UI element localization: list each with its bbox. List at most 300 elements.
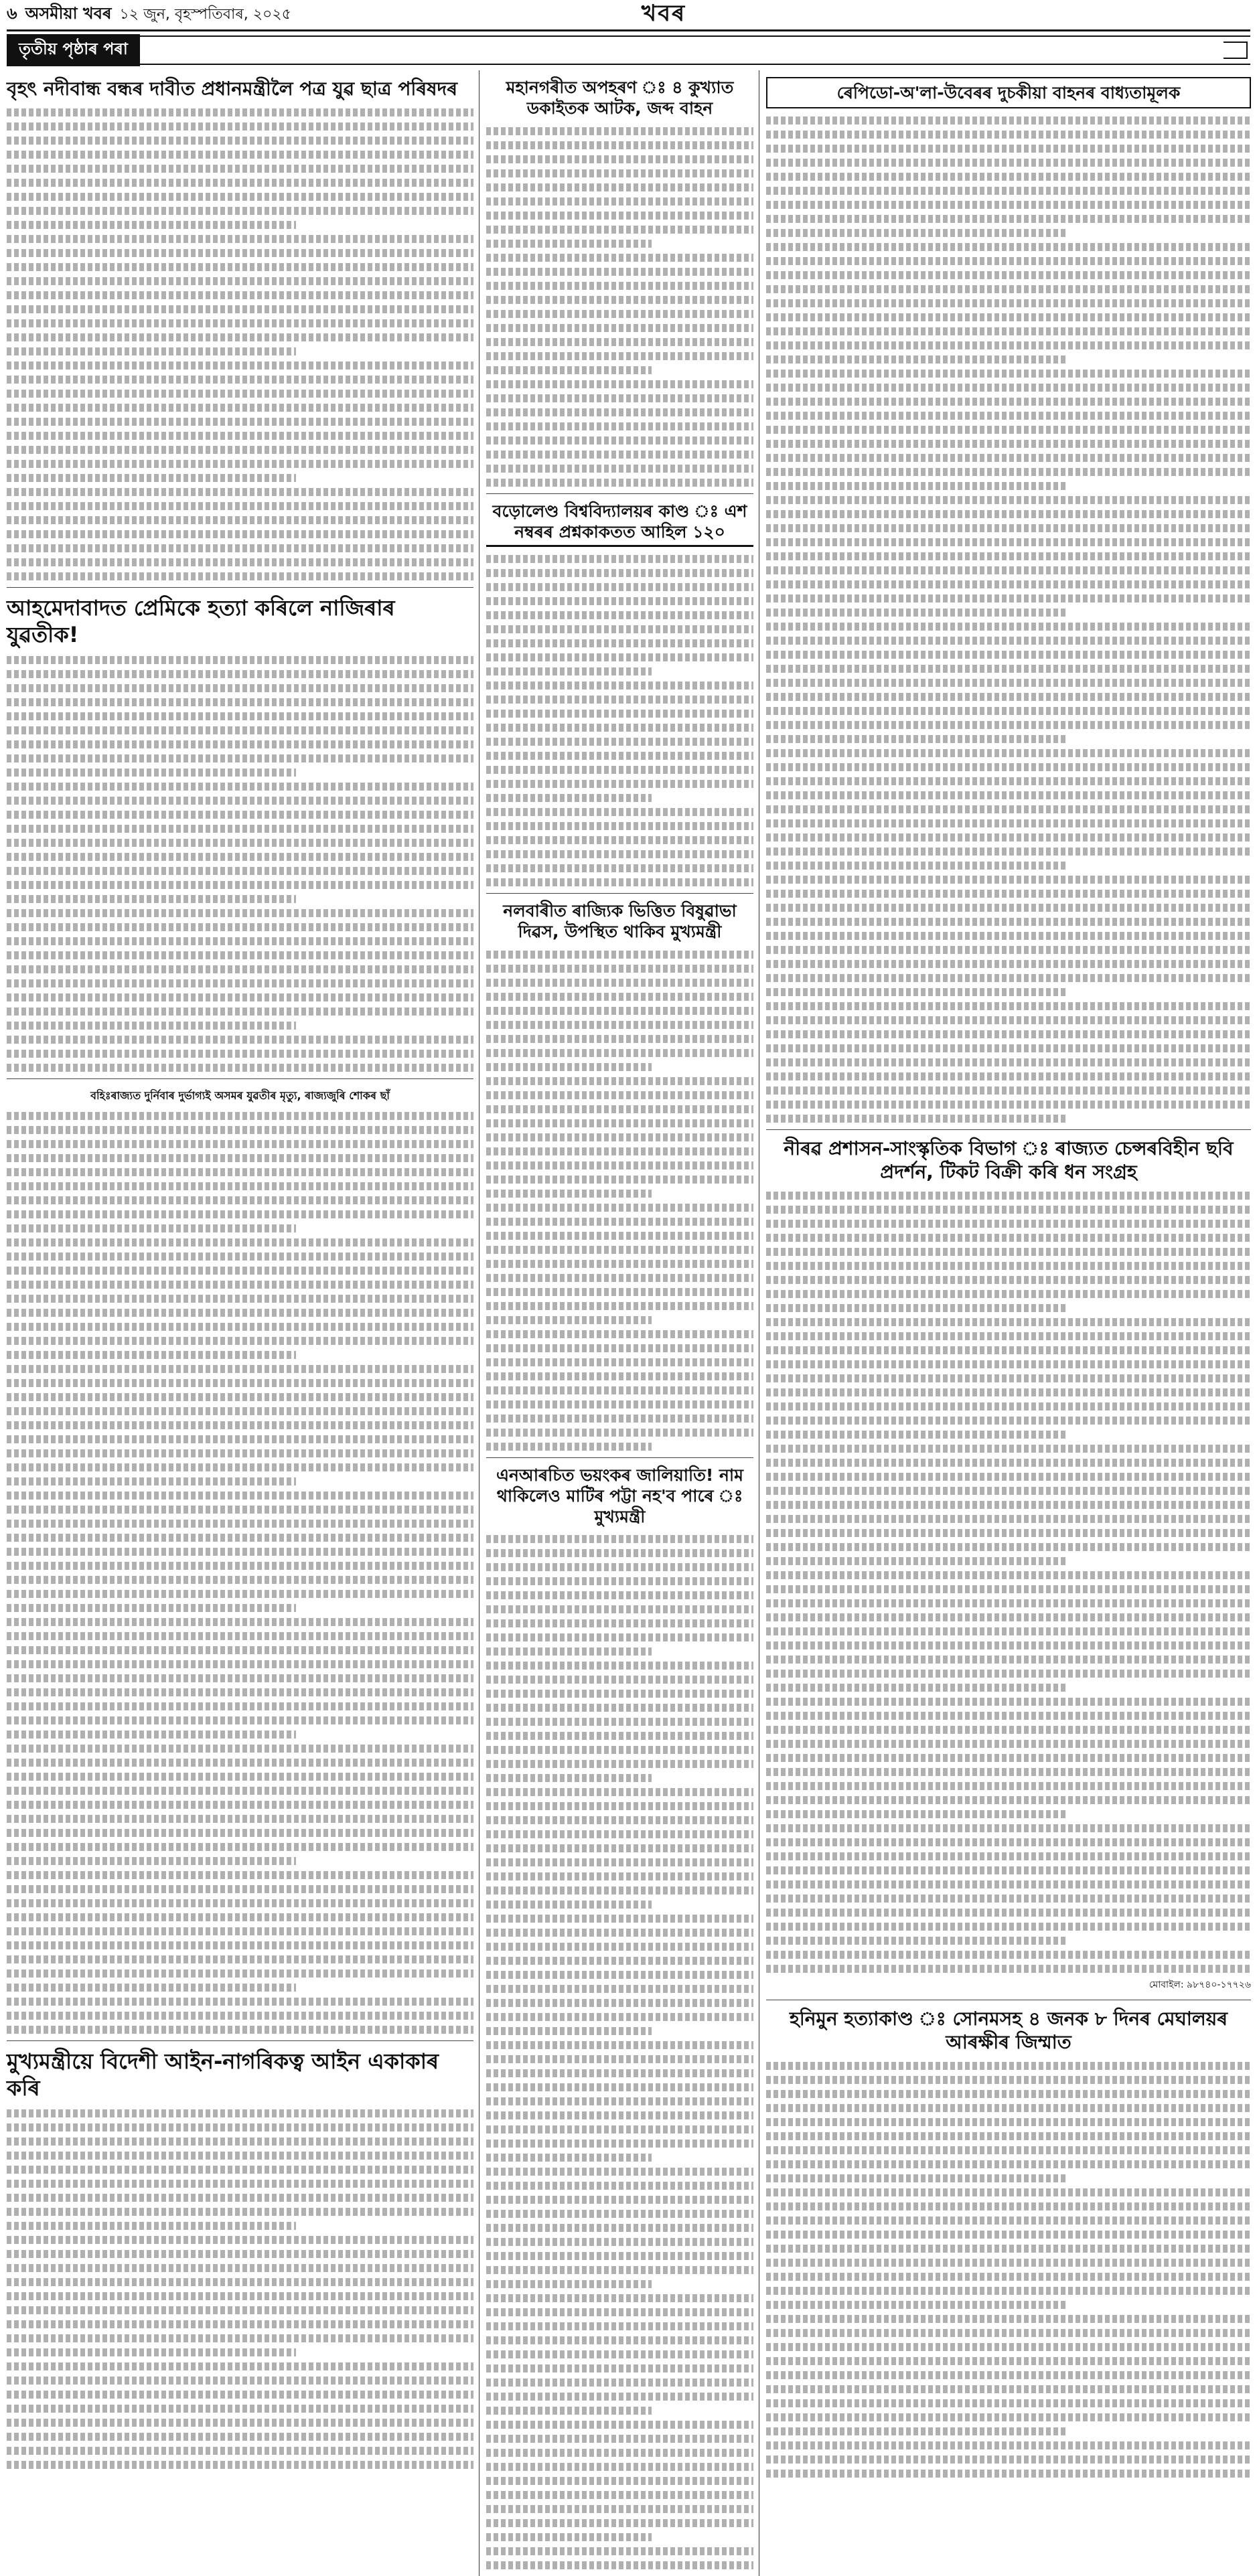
text-line [7,993,473,1001]
text-line [766,1086,1251,1095]
text-line [7,1351,296,1359]
text-line [486,2266,753,2274]
text-line [486,451,753,459]
text-line [766,721,1251,729]
article-body [766,1189,1251,1973]
text-line [7,277,473,285]
text-line [486,2111,753,2119]
text-line [766,609,1067,617]
text-line [486,2407,652,2415]
text-line [486,310,753,318]
text-line [486,2561,753,2569]
text-line [7,1927,473,1935]
text-line [7,2250,473,2258]
article [766,70,1251,1130]
text-line [7,895,296,903]
text-line [766,299,1251,307]
text-line [7,1604,296,1612]
text-line [766,538,1251,546]
text-line [486,1816,753,1824]
text-line [766,2329,1251,2337]
text-line [486,226,753,234]
text-line [486,1830,753,1838]
text-line [7,853,473,861]
text-line [486,878,753,886]
text-line [486,2041,753,2049]
text-line [766,580,1251,588]
text-line [7,839,473,847]
text-line [766,1909,1251,1917]
text-line [7,1913,473,1921]
text-line [486,1302,753,1310]
text-line [7,2419,473,2427]
text-line [766,1388,1251,1396]
text-line [766,2357,1251,2365]
text-line [486,1985,753,1993]
text-line [7,2208,473,2216]
text-line [7,2166,473,2174]
text-line [766,2259,1251,2267]
text-line [766,960,1251,968]
text-line [486,822,753,830]
text-line [7,1787,473,1795]
text-line [7,221,296,229]
text-line [486,850,753,858]
text-line [766,1838,1251,1846]
text-line [486,696,753,704]
text-line [7,937,473,945]
text-line [486,2083,753,2091]
text-line [766,440,1251,448]
masthead-title: খবৰ [642,0,686,34]
contact-byline: মোবাইল: ৯৮৭৪০-১৭৭২৬ [766,1977,1251,1993]
text-line [766,819,1251,827]
text-line [766,988,1067,996]
text-line [7,2362,473,2370]
article-headline: হনিমুন হত্যাকাণ্ড ঃ সোনমসহ ৪ জনক ৮ দিনৰ মেঘালয়ৰ আৰক্ষীৰ জিম্মাত [766,2007,1251,2054]
text-line [7,1196,473,1204]
text-line [486,2533,652,2541]
text-line [766,1754,1251,1762]
text-line [766,159,1251,167]
text-line [486,1077,753,1085]
text-line [766,2287,1251,2295]
text-line [7,811,473,819]
text-line [766,552,1251,560]
text-line [766,2202,1251,2210]
text-line [486,1535,753,1543]
article [766,1130,1251,2000]
text-line [766,355,1067,364]
text-line [766,2160,1251,2168]
text-line [766,1044,1251,1052]
article-headline: মহানগৰীত অপহৰণ ঃ ৪ কুখ্যাত ডকাইতক আটক, জব্দ বাহন [486,77,753,119]
text-line [766,1346,1251,1354]
text-line [7,193,473,201]
text-line [486,338,753,346]
text-line [7,1955,473,1963]
text-line [7,740,473,748]
text-line [486,2252,753,2260]
text-line [766,1895,1251,1903]
text-line [766,1712,1251,1720]
article [7,588,473,1079]
text-line [766,932,1251,940]
text-line [766,1670,1251,1678]
text-line [766,1058,1251,1066]
text-line [486,1007,753,1015]
text-line [486,808,753,816]
text-line [486,1049,753,1057]
article-headline: নীৰৱ প্ৰশাসন-সাংস্কৃতিক বিভাগ ঃ ৰাজ্যত চেন্সৰবিহীন ছবি প্ৰদৰ্শন, টিকট বিক্ৰী কৰি ধন সংগ্ৰহ [766,1137,1251,1184]
text-line [766,2245,1251,2253]
text-line [7,1548,473,1556]
text-line [766,1220,1251,1228]
text-line [766,693,1251,701]
text-line [7,1435,473,1443]
text-line [766,1782,1251,1790]
article-body [486,1532,753,2569]
text-line [7,235,473,243]
text-line [486,1549,753,1557]
text-line [7,1688,473,1696]
text-line [766,2273,1251,2281]
text-line [486,2322,753,2330]
text-line [486,1358,753,1366]
text-line [7,783,473,791]
text-line [486,2055,753,2063]
article-body [486,552,753,886]
text-line [7,376,473,384]
text-line [766,1557,1067,1565]
text-line [7,1022,296,1030]
text-line [766,2413,1251,2421]
text-line [766,426,1251,434]
text-line [486,240,652,248]
text-line [486,268,753,276]
masthead-left [7,1,291,28]
article-body [7,1109,473,2034]
text-line [486,724,753,732]
text-line [486,836,753,844]
text-line [7,1168,473,1176]
text-line [7,123,473,131]
article [486,894,753,1458]
text-line [766,2301,1067,2309]
text-line [7,1323,473,1331]
text-line [766,412,1251,420]
text-line [766,1923,1251,1931]
text-line [766,791,1251,799]
text-line [766,2090,1251,2098]
article-body [766,2059,1251,2478]
text-line [766,1030,1251,1038]
text-line [486,766,753,774]
text-line [7,446,473,454]
text-line [486,2379,753,2387]
text-line [766,1002,1251,1010]
text-line [486,2547,753,2555]
text-line [486,993,753,1001]
text-line [486,1204,753,1212]
text-line [7,2334,473,2342]
text-line [766,1206,1251,1214]
text-line [766,468,1251,476]
text-line [7,1618,473,1626]
text-line [7,2194,473,2202]
text-line [7,1492,473,1500]
article-columns [7,70,1250,1918]
text-line [486,1788,753,1796]
text-line [7,1036,473,1044]
text-line [766,1318,1251,1326]
article-headline: এনআৰচিত ভয়ংকৰ জালিয়াতি! নাম থাকিলেও মাটিৰ পট্টা নহ'ব পাৰে ঃ মুখ্যমন্ত্ৰী [486,1465,753,1528]
text-line [7,1421,473,1429]
text-line [766,1656,1251,1664]
article-headline: মুখ্যমন্ত্ৰীয়ে বিদেশী আইন-নাগৰিকত্ব আইন একাকাৰ কৰি [7,2048,473,2101]
text-line [766,848,1251,856]
text-line [766,1768,1251,1776]
text-line [486,479,753,487]
text-line [486,1218,753,1226]
text-line [7,1112,473,1120]
text-line [766,2427,1067,2435]
right-column [766,70,1251,2576]
text-line [486,1035,753,1043]
text-line [7,1773,473,1781]
text-line [486,380,753,388]
text-line [486,1344,753,1352]
text-line [7,1008,473,1016]
text-line [7,305,473,313]
text-line [7,1393,473,1401]
text-line [7,347,296,355]
text-line [766,2231,1251,2239]
text-line [486,1718,753,1726]
text-line [7,1674,473,1682]
text-line [7,1590,473,1598]
text-line [7,2292,473,2300]
text-line [486,2280,652,2288]
text-line [766,2456,1251,2464]
text-line [7,1857,296,1865]
text-line [486,1915,753,1923]
article-body [7,2107,473,2469]
text-line [7,502,473,510]
text-line [486,794,652,802]
text-line [7,1449,473,1457]
text-line [486,1246,753,1254]
text-line [7,1730,296,1739]
text-line [7,1379,473,1387]
text-line [486,2505,753,2513]
text-line [7,333,473,341]
text-line [486,1147,753,1155]
text-line [486,653,753,661]
text-line [766,637,1251,645]
text-line [7,1154,473,1162]
text-line [486,155,753,163]
text-line [7,1885,473,1893]
text-line [486,1690,753,1698]
text-line [7,1576,473,1584]
text-line [486,1021,753,1029]
issue-date: ১২ জুন, বৃহস্পতিবাৰ, ২০২৫ [120,3,291,27]
text-line [7,2278,473,2286]
text-line [486,1330,753,1338]
text-line [766,1627,1251,1635]
text-line [486,965,753,973]
text-line [7,263,473,271]
text-line [486,1563,753,1571]
text-line [7,1267,473,1275]
text-line [766,2104,1251,2112]
text-line [766,918,1251,926]
text-line [766,2132,1251,2140]
text-line [486,2519,753,2527]
text-line [766,904,1251,912]
text-line [766,651,1251,659]
text-line [766,749,1251,757]
text-line [486,352,753,360]
text-line [7,151,473,159]
text-line [7,1801,473,1809]
text-line [7,1281,473,1289]
text-line [766,890,1251,898]
text-line [766,1740,1251,1748]
text-line [486,583,753,591]
text-line [486,324,753,332]
text-line [7,2306,473,2314]
text-line [766,833,1251,841]
text-line [7,712,473,720]
text-line [766,1613,1251,1621]
text-line [766,665,1251,673]
text-line [766,2441,1251,2449]
text-line [486,979,753,987]
text-line [7,1984,296,1992]
text-line [486,1647,652,1656]
text-line [7,2236,473,2244]
text-line [486,1119,753,1127]
text-line [486,254,753,262]
text-line [7,1632,473,1640]
text-line [766,2470,1251,2478]
text-line [7,1829,473,1837]
text-line [486,141,753,149]
text-line [766,1072,1251,1080]
text-line [486,1957,753,1965]
text-line [7,108,473,116]
text-line [7,1064,473,1072]
text-line [486,1704,753,1712]
text-line [486,2449,753,2457]
text-line [486,2393,753,2401]
text-line [766,1571,1251,1579]
text-line [766,116,1251,125]
text-line [766,2146,1251,2154]
text-line [7,1140,473,1148]
text-line [486,1971,753,1979]
article-body [486,948,753,1451]
text-line [486,1443,652,1451]
text-line [486,1133,753,1141]
article-body [7,653,473,1072]
text-line [486,366,652,374]
text-line [766,1431,1067,1439]
text-line [7,2026,473,2034]
text-line [766,1726,1251,1734]
article [7,1079,473,2041]
text-line [7,2461,473,2469]
text-line [7,2222,296,2230]
text-line [766,1810,1067,1818]
text-line [766,2399,1251,2407]
text-line [7,2152,473,2160]
text-line [7,825,473,833]
text-line [486,1662,753,1670]
text-line [766,201,1251,209]
article-body [766,114,1251,1123]
text-line [486,597,753,605]
text-line [7,460,473,468]
text-line [766,482,1067,490]
text-line [7,2320,473,2328]
text-line [7,726,473,734]
text-line [486,169,753,177]
text-line [486,2491,753,2499]
text-line [7,418,473,426]
text-line [766,398,1251,406]
text-line [7,2012,473,2020]
text-line [766,454,1251,462]
text-line [7,2348,296,2356]
text-line [486,1274,753,1282]
text-line [486,1605,753,1613]
text-line [486,752,753,760]
article-headline: ৰেপিডো-অ'লা-উবেৰৰ দুচকীয়া বাহনৰ বাধ্যতামূলক [766,77,1251,108]
text-line [766,341,1251,349]
text-line [7,1520,473,1528]
text-line [7,1253,473,1261]
text-line [766,1445,1251,1453]
text-line [486,710,753,718]
text-line [7,2109,473,2117]
text-line [7,530,473,538]
text-line [486,2336,753,2344]
text-line [486,2308,753,2316]
text-line [486,127,753,135]
text-line [7,684,473,692]
text-line [486,2069,753,2077]
text-line [486,2421,753,2429]
text-line [766,1965,1251,1973]
text-line [7,207,473,215]
text-line [766,1417,1251,1425]
text-line [7,1899,473,1907]
text-line [7,2405,473,2413]
text-line [7,249,473,257]
text-line [7,1238,473,1246]
text-line [486,282,753,290]
text-line [7,1477,296,1485]
text-line [766,2371,1251,2379]
text-line [766,1290,1251,1298]
text-line [7,1702,473,1710]
text-line [7,572,473,580]
text-line [486,212,753,220]
text-line [486,569,753,577]
